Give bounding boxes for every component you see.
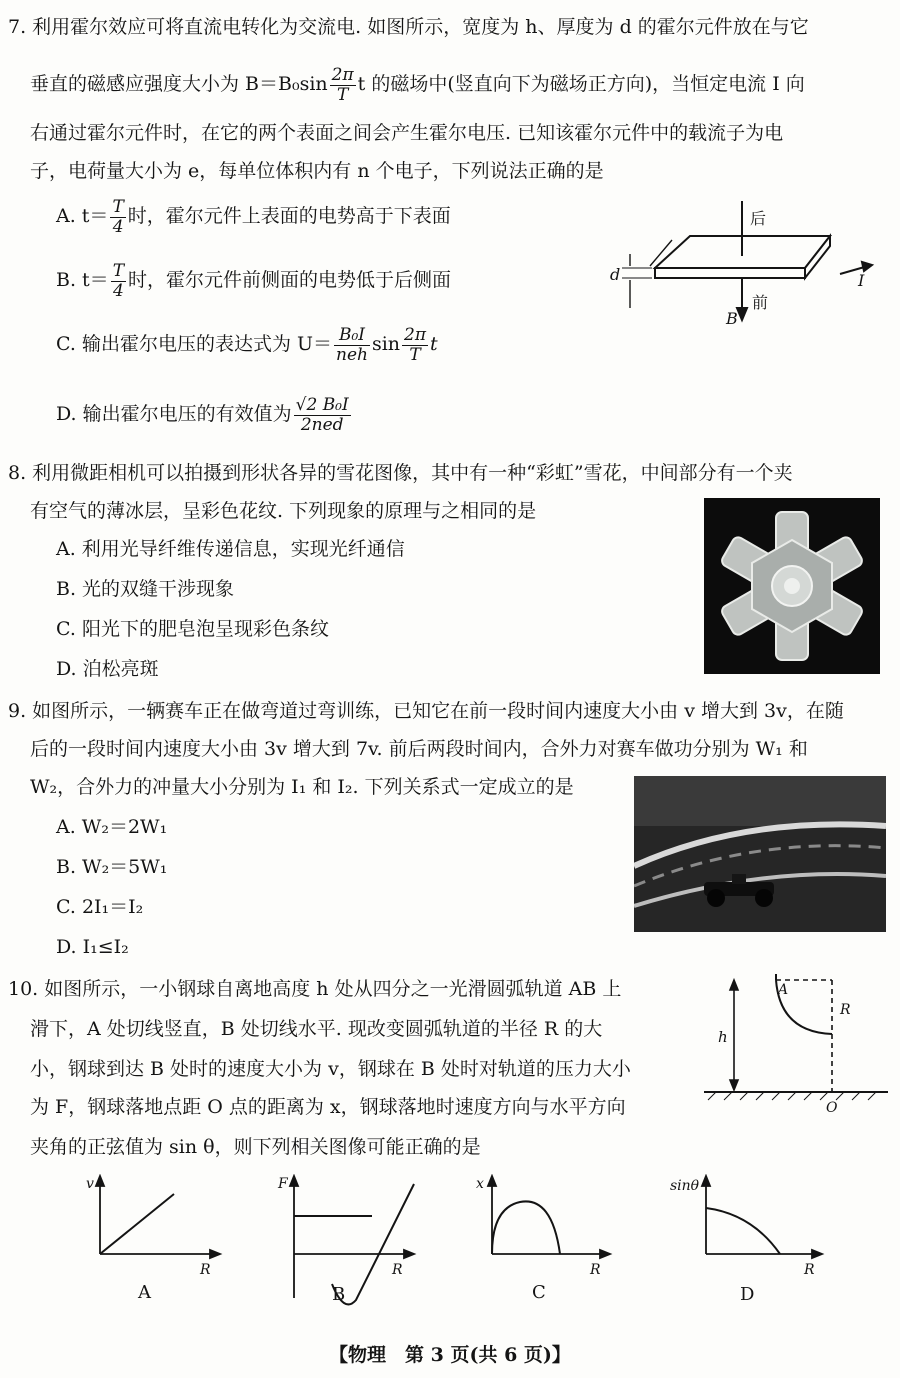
graph-b-ylabel: F bbox=[278, 1176, 288, 1192]
graph-c-ylabel: x bbox=[476, 1176, 484, 1192]
q9-option-d[interactable]: D. I₁≤I₂ bbox=[56, 936, 129, 958]
q7-line-2 bbox=[30, 66, 805, 104]
graph-b-caption[interactable]: B bbox=[332, 1284, 346, 1305]
option-d-prefix: D. 输出霍尔电压的有效值为 bbox=[56, 403, 292, 426]
q8-line-2: 有空气的薄冰层，呈彩色花纹. 下列现象的原理与之相同的是 bbox=[30, 500, 537, 522]
frac-denominator: neh bbox=[336, 344, 368, 365]
hall-element-diagram bbox=[600, 196, 880, 336]
arc-track-diagram bbox=[700, 970, 890, 1120]
q7-option-b[interactable] bbox=[56, 262, 451, 300]
q9-option-b[interactable]: B. W₂＝5W₁ bbox=[56, 856, 168, 878]
option-a-text: 时，霍尔元件上表面的电势高于下表面 bbox=[127, 205, 451, 228]
q7-line-1: 7. 利用霍尔效应可将直流电转化为交流电. 如图所示，宽度为 h、厚度为 d 的霍尔元件放在与它 bbox=[8, 16, 809, 38]
option-b-frac bbox=[111, 262, 126, 300]
q9-line-1: 9. 如图所示，一辆赛车正在做弯道过弯训练，已知它在前一段时间内速度大小由 v 增大到 3v，在随 bbox=[8, 700, 844, 722]
q8-option-a[interactable]: A. 利用光导纤维传递信息，实现光纤通信 bbox=[56, 538, 405, 560]
label-front: 前 bbox=[752, 293, 769, 312]
frac-denominator: T bbox=[336, 84, 349, 105]
q7-line-4: 子，电荷量大小为 e，每单位体积内有 n 个电子，下列说法正确的是 bbox=[30, 160, 604, 182]
frac-numerator: T bbox=[112, 197, 124, 217]
option-a-frac bbox=[110, 198, 125, 236]
q8-option-d[interactable]: D. 泊松亮斑 bbox=[56, 658, 159, 680]
page-footer: 【物理 第 3 页(共 6 页)】 bbox=[329, 1344, 571, 1366]
q8-option-c[interactable]: C. 阳光下的肥皂泡呈现彩色条纹 bbox=[56, 618, 329, 640]
frac-numerator: T bbox=[112, 261, 125, 281]
q9-option-a[interactable]: A. W₂＝2W₁ bbox=[56, 816, 168, 838]
graph-b-xlabel: R bbox=[392, 1262, 403, 1278]
q9-line-3: W₂，合外力的冲量大小分别为 I₁ 和 I₂. 下列关系式一定成立的是 bbox=[30, 776, 574, 798]
race-car-photo bbox=[634, 776, 886, 932]
graph-c-xlabel: R bbox=[590, 1262, 601, 1278]
label-d: d bbox=[610, 265, 621, 284]
frac-numerator: B₀I bbox=[334, 326, 370, 346]
q10-line-4: 为 F，钢球落地点距 O 点的距离为 x，钢球落地时速度方向与水平方向 bbox=[30, 1096, 626, 1118]
radius-label: R bbox=[840, 1002, 851, 1018]
option-a-prefix: A. t＝ bbox=[56, 205, 109, 228]
option-c-frac-1 bbox=[334, 326, 370, 364]
frac-denominator: T bbox=[409, 344, 421, 365]
frac-denominator: 4 bbox=[112, 216, 124, 237]
q7-option-c[interactable] bbox=[56, 326, 438, 364]
q10-line-3: 小，钢球到达 B 处时的速度大小为 v，钢球在 B 处时对轨道的压力大小 bbox=[30, 1058, 631, 1080]
point-o-label: O bbox=[826, 1100, 838, 1116]
q7-line-2-a: 垂直的磁感应强度大小为 B＝B₀sin bbox=[30, 73, 328, 96]
label-current: I bbox=[858, 271, 865, 290]
option-b-text: 时，霍尔元件前侧面的电势低于后侧面 bbox=[128, 269, 452, 292]
option-c-t: t bbox=[430, 333, 438, 356]
point-a-label: A bbox=[778, 982, 789, 998]
q8-line-1: 8. 利用微距相机可以拍摄到形状各异的雪花图像，其中有一种“彩虹”雪花，中间部分有一个夹 bbox=[8, 462, 793, 484]
q7-option-a[interactable] bbox=[56, 198, 451, 236]
q9-line-2: 后的一段时间内速度大小由 3v 增大到 7v. 前后两段时间内，合外力对赛车做功分别为 W₁ 和 bbox=[30, 738, 808, 760]
graph-a-caption[interactable]: A bbox=[138, 1282, 151, 1303]
q7-line-2-frac bbox=[330, 66, 356, 104]
graph-a-ylabel: v bbox=[86, 1176, 94, 1192]
graph-b bbox=[274, 1174, 424, 1324]
label-back: 后 bbox=[750, 209, 767, 228]
q10-line-5: 夹角的正弦值为 sin θ，则下列相关图像可能正确的是 bbox=[30, 1136, 481, 1158]
frac-numerator: 2π bbox=[331, 65, 354, 85]
q10-line-2: 滑下，A 处切线竖直，B 处切线水平. 现改变圆弧轨道的半径 R 的大 bbox=[30, 1018, 603, 1040]
frac-numerator: √2 B₀I bbox=[295, 395, 349, 415]
option-c-sin: sin bbox=[371, 333, 401, 356]
q9-option-c[interactable]: C. 2I₁＝I₂ bbox=[56, 896, 144, 918]
graph-c bbox=[470, 1174, 620, 1314]
graph-d-ylabel: sinθ bbox=[670, 1178, 700, 1194]
frac-numerator: 2π bbox=[404, 325, 427, 345]
snowflake-photo bbox=[704, 498, 880, 674]
q7-line-3: 右通过霍尔元件时，在它的两个表面之间会产生霍尔电压. 已知该霍尔元件中的载流子为电 bbox=[30, 122, 784, 144]
q10-line-1: 10. 如图所示，一小钢球自离地高度 h 处从四分之一光滑圆弧轨道 AB 上 bbox=[8, 978, 622, 1000]
q8-option-b[interactable]: B. 光的双缝干涉现象 bbox=[56, 578, 235, 600]
height-label: h bbox=[718, 1028, 728, 1046]
graph-c-caption[interactable]: C bbox=[532, 1282, 546, 1303]
graph-d-caption[interactable]: D bbox=[740, 1284, 755, 1305]
option-d-frac bbox=[294, 396, 351, 434]
option-b-prefix: B. t＝ bbox=[56, 269, 109, 292]
graph-a bbox=[76, 1174, 226, 1314]
graph-a-xlabel: R bbox=[200, 1262, 211, 1278]
option-c-prefix: C. 输出霍尔电压的表达式为 U＝ bbox=[56, 333, 332, 356]
q7-option-d[interactable] bbox=[56, 396, 353, 434]
frac-denominator: 4 bbox=[112, 280, 124, 301]
frac-denominator: 2ned bbox=[300, 414, 344, 435]
label-field: B bbox=[726, 309, 738, 328]
graph-d bbox=[668, 1174, 828, 1314]
option-c-frac-2 bbox=[402, 326, 428, 364]
graph-d-xlabel: R bbox=[804, 1262, 815, 1278]
q7-line-2-b: t 的磁场中(竖直向下为磁场正方向)，当恒定电流 I 向 bbox=[357, 73, 805, 96]
